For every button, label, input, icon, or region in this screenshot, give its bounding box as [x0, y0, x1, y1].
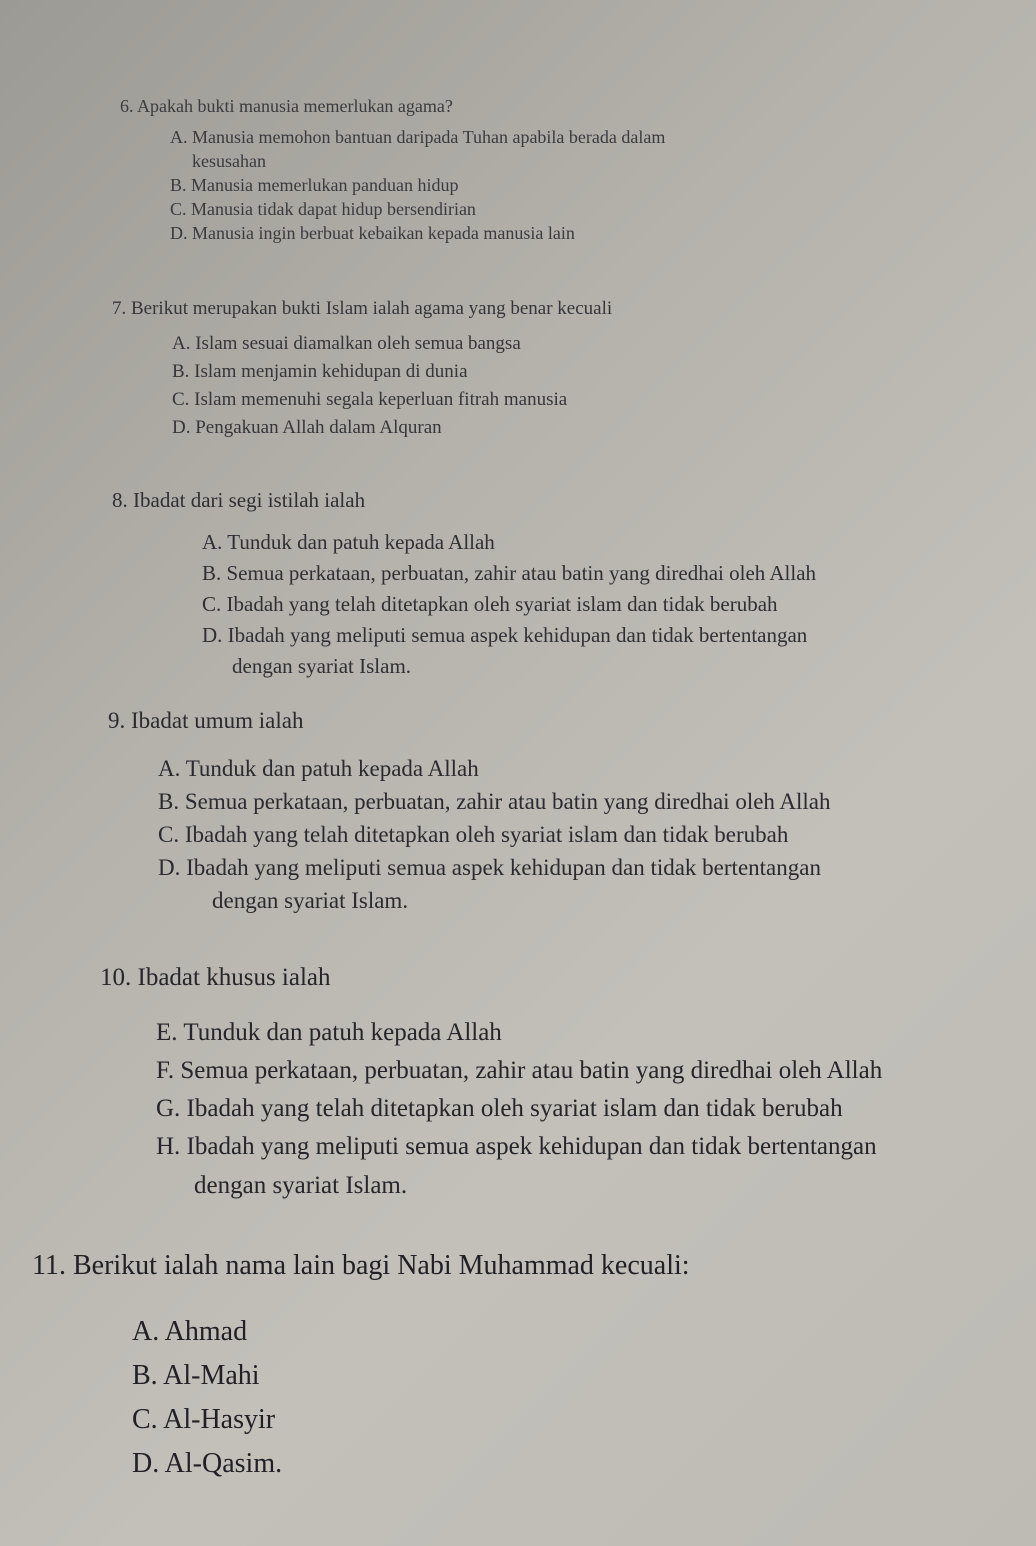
- q10-option-h-cont: dengan syariat Islam.: [194, 1172, 408, 1199]
- question-8-stem: 8. Ibadat dari segi istilah ialah: [112, 488, 366, 512]
- q8-option-a[interactable]: A. Tunduk dan patuh kepada Allah: [202, 530, 495, 554]
- q10-option-f[interactable]: F. Semua perkataan, perbuatan, zahir atau batin yang diredhai oleh Allah: [156, 1057, 883, 1084]
- question-7-stem: 7. Berikut merupakan bukti Islam ialah agama yang benar kecuali: [112, 298, 613, 319]
- question-6: [120, 96, 665, 245]
- q6-option-a-cont: kesusahan: [192, 151, 266, 171]
- question-10: [100, 964, 882, 1206]
- question-10-options: [156, 1014, 882, 1166]
- question-10-stem: 10. Ibadat khusus ialah: [100, 964, 331, 991]
- q6-option-d[interactable]: D. Manusia ingin berbuat kebaikan kepada manusia lain: [170, 223, 575, 243]
- q8-option-b[interactable]: B. Semua perkataan, perbuatan, zahir atau batin yang diredhai oleh Allah: [202, 561, 817, 585]
- q7-option-c[interactable]: C. Islam memenuhi segala keperluan fitrah manusia: [172, 389, 568, 410]
- q10-option-h[interactable]: H. Ibadah yang meliputi semua aspek kehidupan dan tidak bertentangan: [156, 1133, 877, 1160]
- q11-option-d[interactable]: D. Al-Qasim.: [132, 1448, 283, 1479]
- q9-option-d[interactable]: D. Ibadah yang meliputi semua aspek kehidupan dan tidak bertentangan: [158, 855, 821, 880]
- q8-option-d[interactable]: D. Ibadah yang meliputi semua aspek kehidupan dan tidak bertentangan: [202, 623, 808, 647]
- question-7: [112, 298, 612, 442]
- q9-option-b[interactable]: B. Semua perkataan, perbuatan, zahir atau batin yang diredhai oleh Allah: [158, 789, 831, 814]
- question-6-stem: 6. Apakah bukti manusia memerlukan agama?: [120, 96, 453, 116]
- question-9: [108, 708, 831, 918]
- question-8: [112, 488, 816, 681]
- q6-option-a[interactable]: A. Manusia memohon bantuan daripada Tuhan apabila berada dalam: [170, 127, 666, 147]
- question-9-options: [158, 752, 831, 884]
- q9-option-c[interactable]: C. Ibadah yang telah ditetapkan oleh syariat islam dan tidak berubah: [158, 822, 789, 847]
- question-8-options: [202, 527, 816, 651]
- q6-option-c[interactable]: C. Manusia tidak dapat hidup bersendirian: [170, 199, 476, 219]
- q10-option-e[interactable]: E. Tunduk dan patuh kepada Allah: [156, 1019, 502, 1046]
- question-9-stem: 9. Ibadat umum ialah: [108, 708, 304, 733]
- q11-option-b[interactable]: B. Al-Mahi: [132, 1360, 260, 1391]
- q7-option-b[interactable]: B. Islam menjamin kehidupan di dunia: [172, 361, 468, 382]
- question-11-stem: 11. Berikut ialah nama lain bagi Nabi Muhammad kecuali:: [32, 1250, 690, 1281]
- q9-option-a[interactable]: A. Tunduk dan patuh kepada Allah: [158, 756, 479, 781]
- q8-option-d-cont: dengan syariat Islam.: [232, 654, 412, 678]
- question-6-options: [170, 125, 665, 245]
- q7-option-d[interactable]: D. Pengakuan Allah dalam Alquran: [172, 417, 442, 438]
- q6-option-b[interactable]: B. Manusia memerlukan panduan hidup: [170, 175, 459, 195]
- q9-option-d-cont: dengan syariat Islam.: [212, 888, 409, 913]
- q10-option-g[interactable]: G. Ibadah yang telah ditetapkan oleh syariat islam dan tidak berubah: [156, 1095, 843, 1122]
- q11-option-c[interactable]: C. Al-Hasyir: [132, 1404, 276, 1435]
- q8-option-c[interactable]: C. Ibadah yang telah ditetapkan oleh syariat islam dan tidak berubah: [202, 592, 778, 616]
- q11-option-a[interactable]: A. Ahmad: [132, 1316, 248, 1347]
- question-11-options: [132, 1310, 690, 1486]
- question-11: [32, 1250, 690, 1486]
- question-7-options: [172, 330, 612, 442]
- q7-option-a[interactable]: A. Islam sesuai diamalkan oleh semua bangsa: [172, 333, 521, 354]
